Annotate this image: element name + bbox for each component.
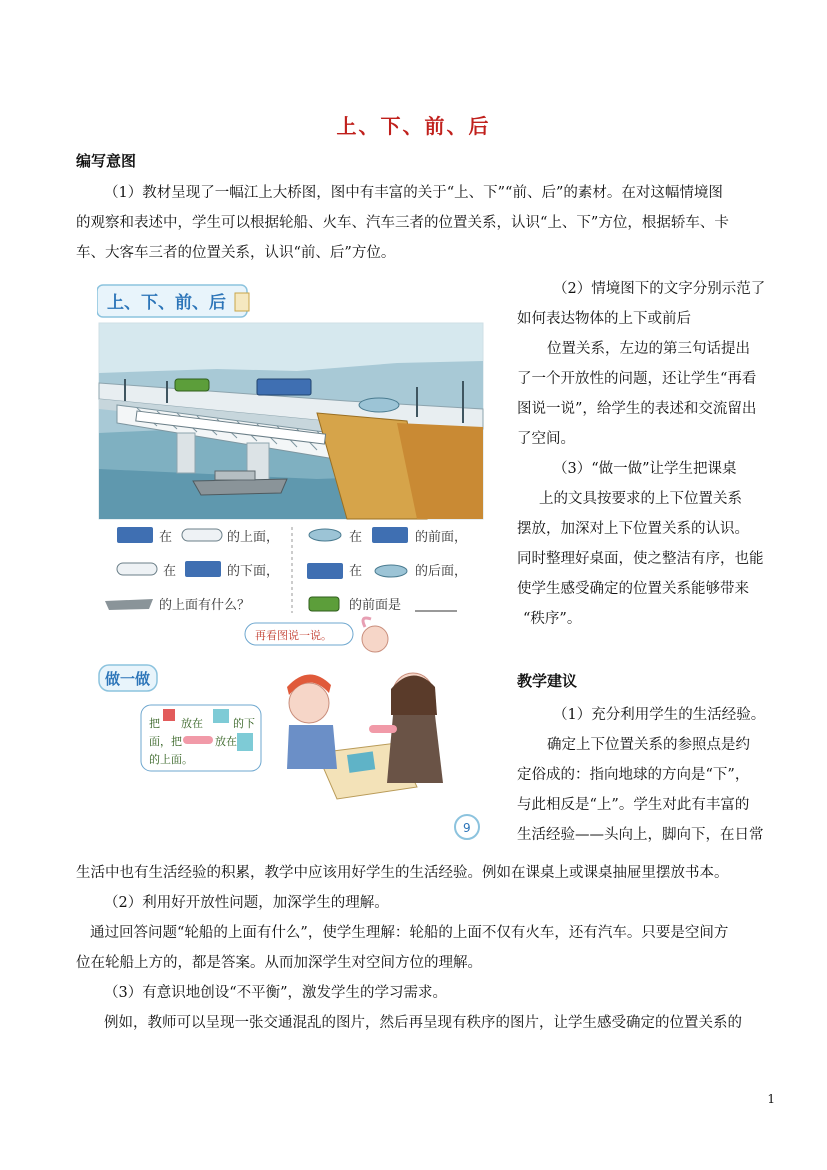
right-sentence-behind: 的后面， [415, 564, 468, 579]
textbook-illustration [97, 283, 507, 843]
bus-on-bridge [175, 379, 209, 391]
bottom-line: 生活中也有生活经验的积累，教学中应该用好学生的生活经验。例如在课桌上或课桌抽屉里摆放书本。 [76, 865, 729, 881]
ship-cabin [215, 471, 255, 480]
boy-body [287, 725, 337, 769]
right-line: 摆放，加深对上下位置关系的认识。 [517, 521, 749, 537]
right-column-text [517, 274, 767, 634]
right-sentences [307, 527, 467, 613]
section-heading-suggestions: 教学建议 [517, 672, 578, 690]
right-line: 确定上下位置关系的参照点是约 [547, 737, 750, 753]
right-line: 同时整理好桌面，使之整洁有序，也能 [517, 551, 764, 567]
left-sentence-question: 的上面有什么？ [159, 598, 251, 613]
section-heading-intent: 编写意图 [76, 152, 137, 170]
train-icon [117, 563, 157, 575]
book-icon [213, 709, 229, 723]
exercise-text-part: 的上面。 [149, 753, 193, 766]
right-sentence-front: 的前面， [415, 530, 468, 545]
exercise-text-part: 的下 [233, 717, 255, 730]
truck-on-bridge [257, 379, 311, 395]
bottom-line: 位在轮船上方的，都是答案。从而加深学生对空间方位的理解。 [76, 955, 482, 971]
bottom-line: （3）有意识地创设“不平衡”，激发学生的学习需求。 [104, 985, 448, 1001]
textbook-page-number: 9 [463, 821, 471, 835]
intro-line: 的观察和表述中，学生可以根据轮船、火车、汽车三者的位置关系，认识“上、下”方位，根据轿车、卡 [76, 215, 729, 231]
right-line: 了空间。 [517, 431, 575, 447]
intro-line: （1）教材呈现了一幅江上大桥图，图中有丰富的关于“上、下”“前、后”的素材。在对这幅情境图 [104, 185, 723, 201]
cupid-figure [362, 626, 388, 652]
right-sentence-in: 在 [349, 564, 363, 579]
ship-on-river [193, 479, 287, 495]
left-sentences [105, 527, 279, 613]
bottom-line: 例如，教师可以呈现一张交通混乱的图片，然后再呈现有秩序的图片，让学生感受确定的位置关系的 [104, 1015, 742, 1031]
bridge-pier [177, 433, 195, 473]
bottom-line: 通过回答问题“轮船的上面有什么”，使学生理解：轮船的上面不仅有火车，还有汽车。只要是空间方 [90, 925, 729, 941]
truck-icon [185, 561, 221, 577]
boy-head [289, 683, 329, 723]
exercise-text-part: 面，把 [149, 735, 182, 748]
bus-icon [309, 597, 339, 611]
right-line: 使学生感受确定的位置关系能够带来 [517, 581, 749, 597]
truck-icon [117, 527, 153, 543]
left-sentence-in: 在 [163, 564, 177, 579]
right-line: （1）充分利用学生的生活经验。 [553, 707, 766, 723]
left-sentence-above: 的上面， [227, 530, 280, 545]
right-line: 与此相反是“上”。学生对此有丰富的 [517, 797, 750, 813]
girl-body [387, 715, 443, 783]
right-sentence-front-is: 的前面是 [349, 598, 402, 613]
right-line: 上的文具按要求的上下位置关系 [539, 491, 742, 507]
book-on-desk [347, 751, 375, 772]
right-line: 生活经验——头向上，脚向下，在日常 [517, 827, 764, 843]
eraser-icon [163, 709, 175, 721]
bottom-paragraphs [76, 858, 776, 1038]
exercise-text-part: 放在 [181, 717, 203, 730]
left-sentence-below: 的下面， [227, 564, 280, 579]
textbook-header-text: 上、下、前、后 [107, 293, 226, 313]
left-sentence-in: 在 [159, 530, 173, 545]
page-number: 1 [767, 1092, 775, 1106]
banner-scroll-end [235, 293, 249, 311]
right-line: 定俗成的：指向地球的方向是“下”， [517, 767, 750, 783]
truck-icon [372, 527, 408, 543]
textbook-page-svg [97, 283, 507, 843]
intro-line: 车、大客车三者的位置关系，认识“前、后”方位。 [76, 245, 396, 261]
right-sentence-in: 在 [349, 530, 363, 545]
right-line: 图说一说”，给学生的表述和交流留出 [517, 401, 757, 417]
pencil-case-in-hand [369, 725, 397, 733]
intro-paragraph [76, 178, 776, 268]
bottom-line: （2）利用好开放性问题，加深学生的理解。 [104, 895, 389, 911]
car-icon [309, 529, 341, 541]
car-icon [375, 565, 407, 577]
pencil-case-icon [183, 736, 213, 744]
car-on-bridge [359, 398, 399, 412]
book-icon [237, 733, 253, 751]
page-title: 上、下、前、后 [336, 114, 491, 138]
right-line: （2）情境图下的文字分别示范了 [553, 281, 766, 297]
do-it-label: 做一做 [105, 670, 151, 688]
train-icon [182, 529, 222, 541]
right-line: “秩序”。 [523, 611, 582, 627]
right-column-text-2 [517, 700, 767, 850]
exercise-text-part: 放在 [215, 735, 237, 748]
cupid-wing [363, 618, 371, 627]
truck-icon [307, 563, 343, 579]
right-line: 如何表达物体的上下或前后 [517, 311, 691, 327]
ship-icon [105, 599, 153, 610]
right-line: 了一个开放性的问题，还让学生“再看 [517, 371, 757, 387]
right-line: （3）“做一做”让学生把课桌 [553, 461, 737, 477]
speech-bubble-text: 再看图说一说。 [255, 629, 332, 642]
exercise-text-part: 把 [149, 717, 160, 730]
right-line: 位置关系，左边的第三句话提出 [547, 341, 750, 357]
